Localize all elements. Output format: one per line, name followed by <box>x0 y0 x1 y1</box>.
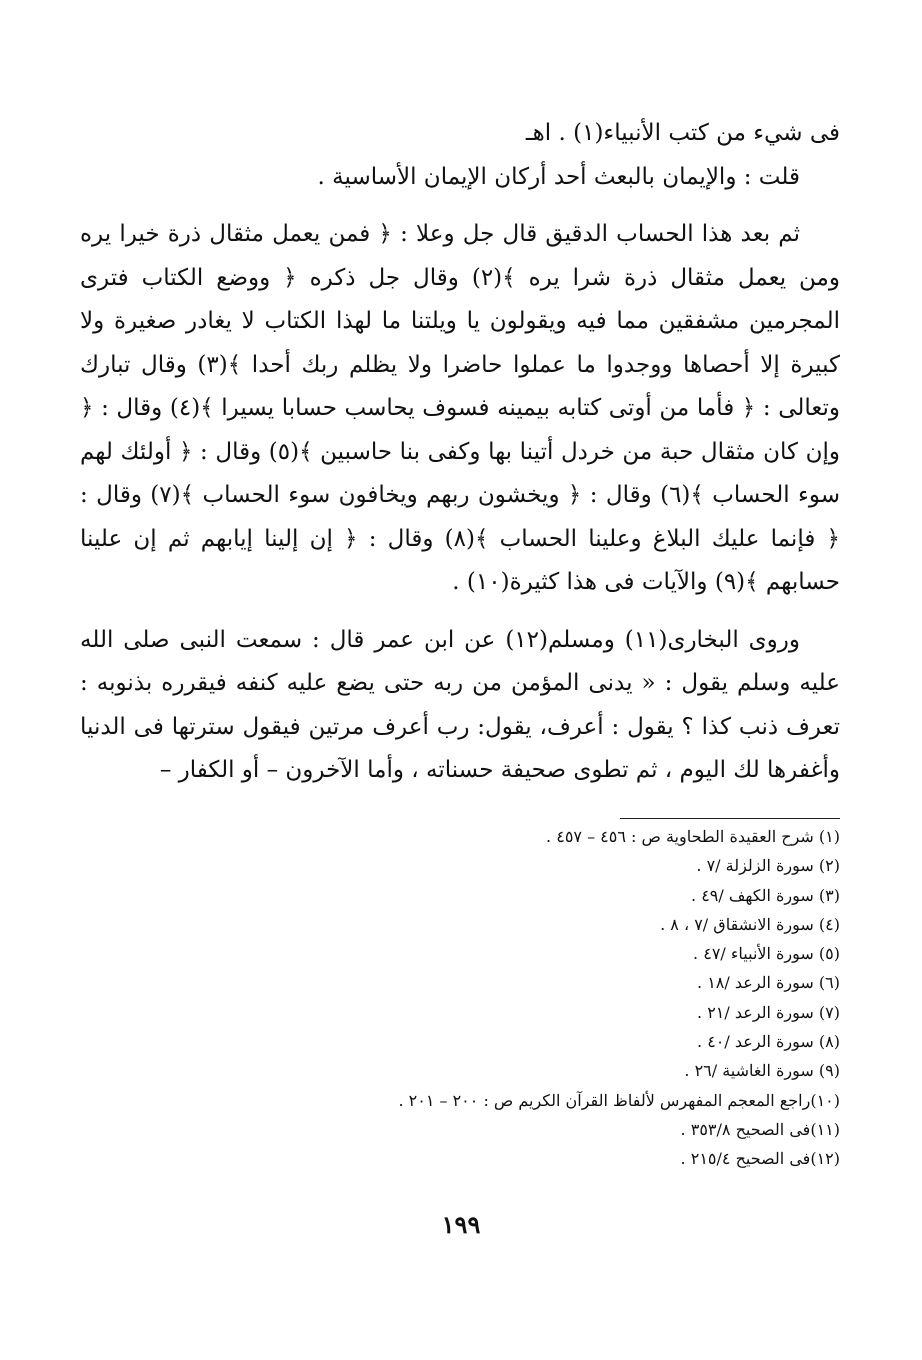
footnote-item: (١١)فى الصحيح ٣٥٣/٨ . <box>680 1119 840 1139</box>
footnote-item: (٥) سورة الأنبياء /٤٧ . <box>693 944 840 964</box>
footnote-item: (١٠)راجع المعجم المفهرس لألفاظ القرآن الكريم ص : ٢٠٠ – ٢٠١ . <box>398 1090 840 1110</box>
footnote-item: (٧) سورة الرعد /٢١ . <box>697 1002 840 1022</box>
footnote-item: (٢) سورة الزلزلة /٧ . <box>696 856 840 876</box>
paragraph-hadith: وروى البخارى(١١) ومسلم(١٢) عن ابن عمر قال : سمعت النبى صلى الله عليه وسلم يقول : « يدنى المؤمن من ربه حتى يضع عليه كنفه فيقرره بذنوبه : تعرف ذنب كذا ؟ يقول : أعرف، يقول: رب أعرف مرتين فيقول سترتها فى الدنيا وأغفرها لك اليوم ، ثم تطوى صحيفة حسناته ، وأما الآخرون – أو الكفار – <box>80 626 840 783</box>
main-text <box>80 112 840 793</box>
footnote-item: (١٢)فى الصحيح ٢١٥/٤ . <box>680 1149 840 1169</box>
footnote-item: (٩) سورة الغاشية /٢٦ . <box>684 1061 840 1081</box>
footnote-item: (٦) سورة الرعد /١٨ . <box>697 973 840 993</box>
page-number: ١٩٩ <box>441 1210 481 1239</box>
footnote-divider <box>620 818 840 819</box>
paragraph-continuation: فى شيء من كتب الأنبياء(١) . اهـ <box>525 120 840 146</box>
footnote-item: (١) شرح العقيدة الطحاوية ص : ٤٥٦ – ٤٥٧ . <box>546 827 840 846</box>
footnotes-list <box>120 822 840 1174</box>
footnote-item: (٨) سورة الرعد /٤٠ . <box>697 1032 840 1052</box>
footnote-item: (٤) سورة الانشقاق /٧ ، ٨ . <box>660 914 840 934</box>
paragraph-statement: قلت : والإيمان بالبعث أحد أركان الإيمان الأساسية . <box>317 163 800 190</box>
paragraph-verses: ثم بعد هذا الحساب الدقيق قال جل وعلا : ﴿ فمن يعمل مثقال ذرة خيرا يره ومن يعمل مثقال ذرة شرا يره ﴾(٢) وقال جل ذكره ﴿ ووضع الكتاب فترى المجرمين مشفقين مما فيه ويقولون يا ويلتنا ما لهذا الكتاب لا يغادر صغيرة ولا كبيرة إلا أحصاها ووجدوا ما عملوا حاضرا ولا يظلم ربك أحدا ﴾(٣) وقال تبارك وتعالى : ﴿ فأما من أوتى كتابه بيمينه فسوف يحاسب حسابا يسيرا ﴾(٤) وقال : ﴿ وإن كان مثقال حبة من خردل أتينا بها وكفى بنا حاسبين ﴾(٥) وقال : ﴿ أولئك لهم سوء الحساب ﴾(٦) وقال : ﴿ ويخشون ربهم ويخافون سوء الحساب ﴾(٧) وقال : ﴿ فإنما عليك البلاغ وعلينا الحساب ﴾(٨) وقال : ﴿ إن إلينا إيابهم ثم إن علينا حسابهم ﴾(٩) والآيات فى هذا كثيرة(١٠) . <box>80 221 841 595</box>
footnote-item: (٣) سورة الكهف /٤٩ . <box>691 885 840 905</box>
